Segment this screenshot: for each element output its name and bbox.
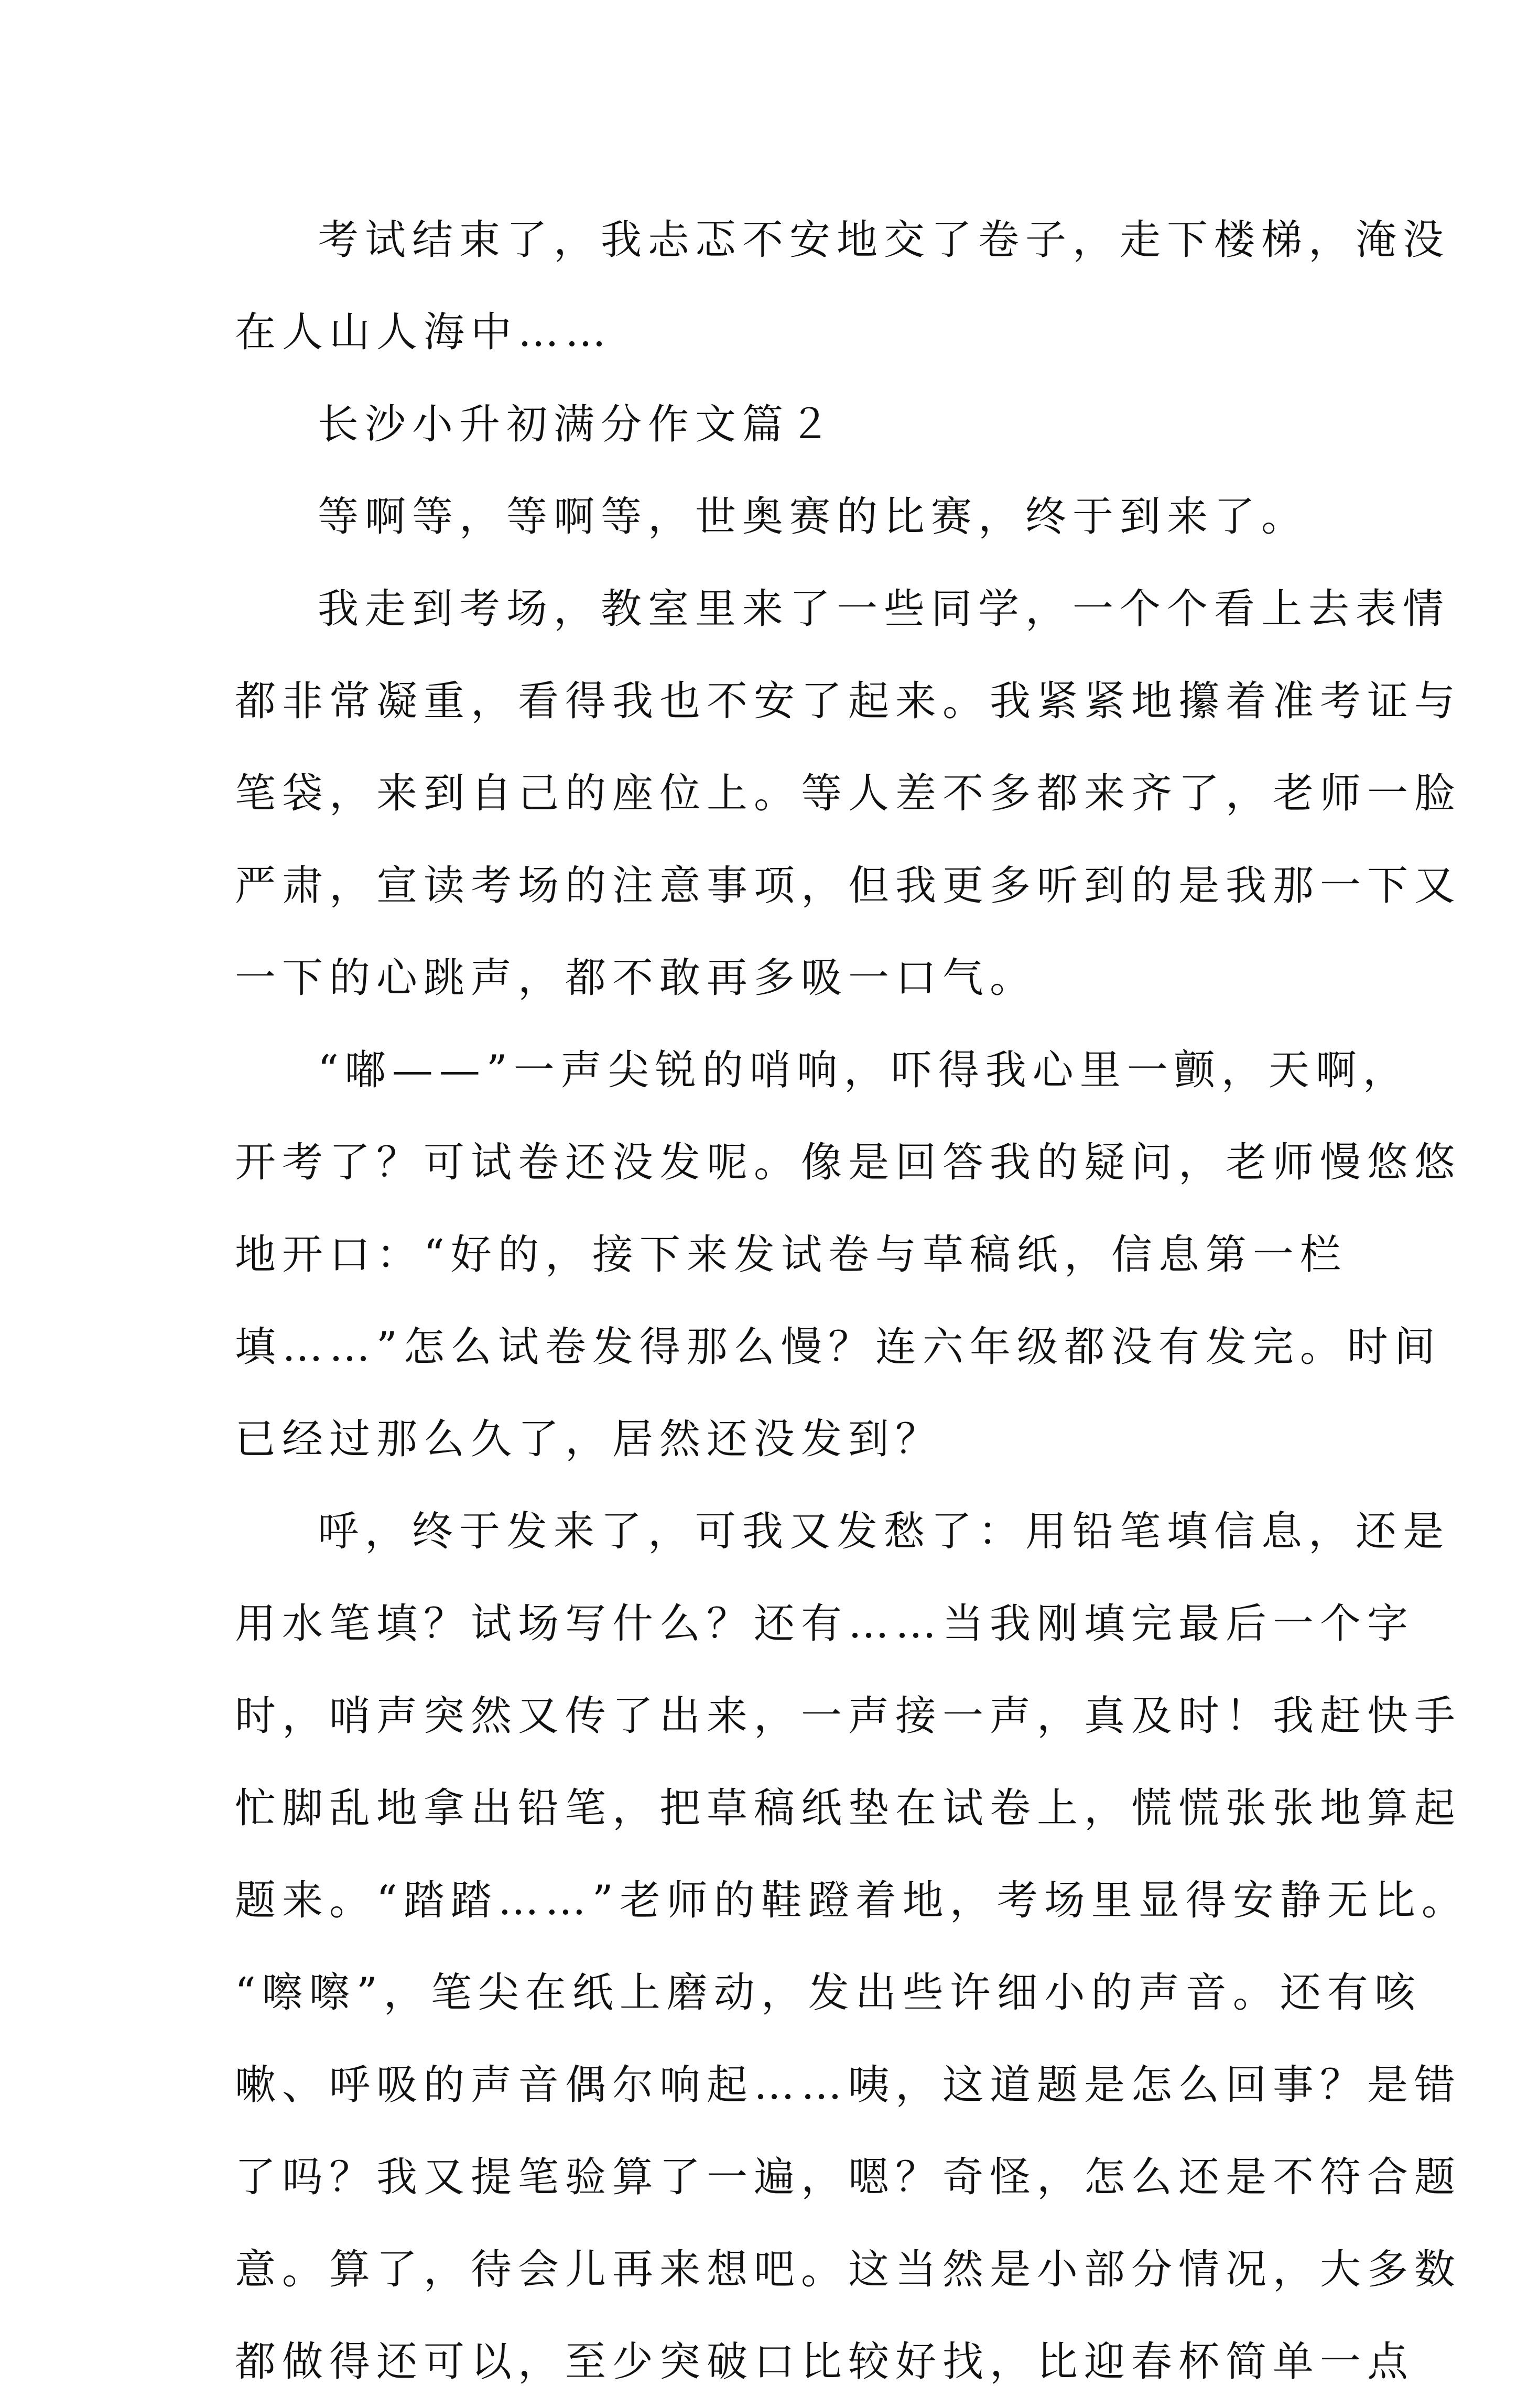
- paragraph-line: 地开口：“好的，接下来发试卷与草稿纸，信息第一栏: [235, 1231, 1347, 1278]
- paragraph-line: 笔袋，来到自己的座位上。等人差不多都来齐了，老师一脸: [235, 770, 1462, 817]
- paragraph-line: 用水笔填？试场写什么？还有……当我刚填完最后一个字: [235, 1600, 1415, 1647]
- paragraph-line: “嚓嚓”，笔尖在纸上磨动，发出些许细小的声音。还有咳: [235, 1969, 1422, 2016]
- document-body: [235, 194, 1469, 2408]
- paragraph-line: 时，哨声突然又传了出来，一声接一声，真及时！我赶快手: [235, 1693, 1462, 1740]
- paragraph-line: 我走到考场，教室里来了一些同学，一个个看上去表情: [318, 585, 1450, 633]
- paragraph-line: 了吗？我又提笔验算了一遍，嗯？奇怪，怎么还是不符合题: [235, 2154, 1462, 2201]
- paragraph-line: 题来。“踏踏……”老师的鞋蹬着地，考场里显得安静无比。: [235, 1877, 1469, 1924]
- paragraph-line: 填……”怎么试卷发得那么慢？连六年级都没有发完。时间: [235, 1324, 1442, 1371]
- paragraph-line: 在人山人海中……: [235, 309, 613, 356]
- paragraph-line: 开考了？可试卷还没发呢。像是回答我的疑问，老师慢悠悠: [235, 1139, 1462, 1186]
- paragraph-line: 嗽、呼吸的声音偶尔响起……咦，这道题是怎么回事？是错: [235, 2062, 1462, 2109]
- paragraph-line: 呼，终于发来了，可我又发愁了：用铅笔填信息，还是: [318, 1508, 1450, 1555]
- paragraph-line: 等啊等，等啊等，世奥赛的比赛，终于到来了。: [318, 493, 1309, 540]
- paragraph-line: 都非常凝重，看得我也不安了起来。我紧紧地攥着准考证与: [235, 678, 1462, 725]
- paragraph-line: 意。算了，待会儿再来想吧。这当然是小部分情况，大多数: [235, 2246, 1462, 2293]
- section-heading: 长沙小升初满分作文篇２: [318, 401, 837, 448]
- paragraph-line: 都做得还可以，至少突破口比较好找，比迎春杯简单一点: [235, 2338, 1415, 2385]
- paragraph-line: 严肃，宣读考场的注意事项，但我更多听到的是我那一下又: [235, 862, 1462, 909]
- paragraph-line: “嘟——”一声尖锐的哨响，吓得我心里一颤，天啊，: [318, 1047, 1410, 1094]
- paragraph-line: 考试结束了，我忐忑不安地交了卷子，走下楼梯，淹没: [318, 216, 1450, 264]
- paragraph-line: 忙脚乱地拿出铅笔，把草稿纸垫在试卷上，慌慌张张地算起: [235, 1785, 1462, 1832]
- paragraph-line: 已经过那么久了，居然还没发到？: [235, 1416, 943, 1463]
- paragraph-line: 一下的心跳声，都不敢再多吸一口气。: [235, 954, 1037, 1002]
